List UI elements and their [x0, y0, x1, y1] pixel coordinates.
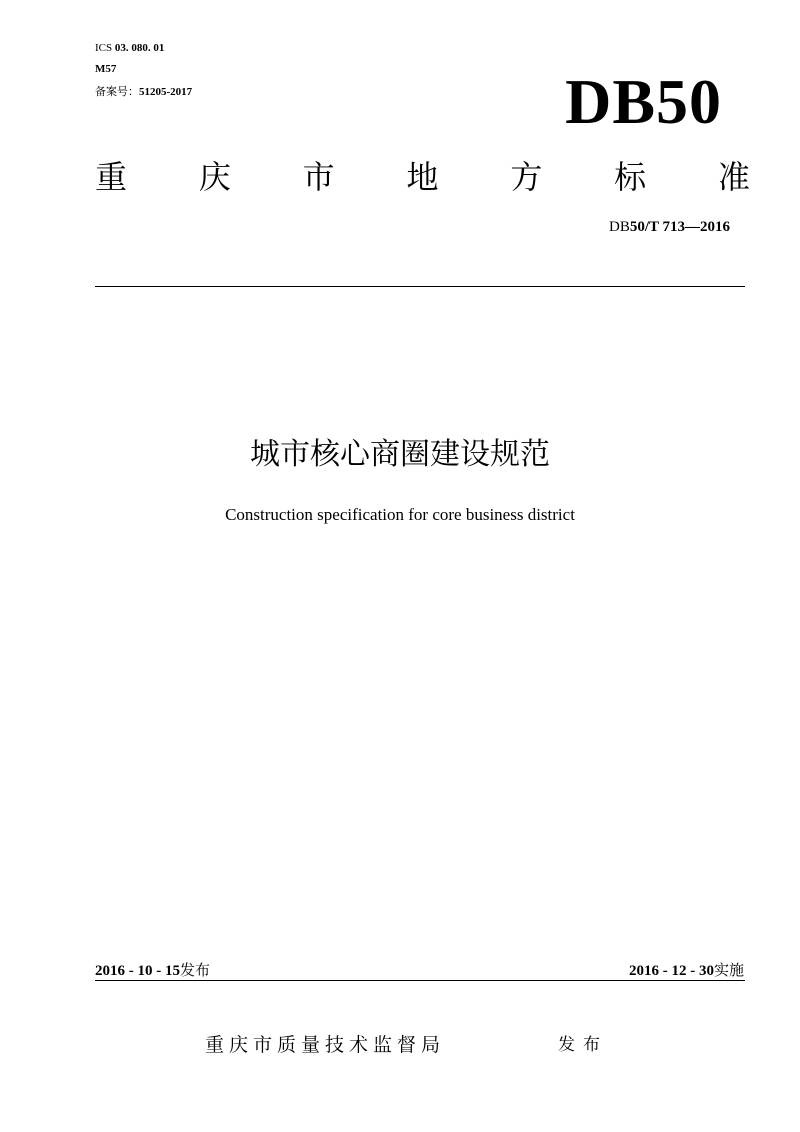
document-title-chinese: 城市核心商圈建设规范 [250, 437, 550, 472]
filing-label: 备案号： [95, 85, 139, 98]
issuing-authority: 重庆市质量技术监督局 [205, 1034, 446, 1056]
footer-divider [95, 980, 745, 981]
standard-type-char: 市 [302, 158, 335, 196]
standard-type-char: 方 [510, 158, 543, 196]
standard-type-char: 庆 [198, 158, 231, 196]
standard-type-char: 重 [95, 158, 128, 196]
standard-type-heading [95, 158, 750, 196]
standard-number-code: 50/T 713—2016 [629, 219, 730, 235]
issue-date-value: 2016 - 10 - 15 [95, 963, 180, 979]
standard-type-char: 准 [717, 158, 750, 196]
filing-value: 51205-2017 [139, 86, 193, 98]
standard-number [609, 219, 730, 236]
document-title-english: Construction specification for core business district [225, 505, 575, 524]
standard-type-char: 地 [406, 158, 439, 196]
ics-code [95, 42, 164, 55]
implementation-date-label: 实施 [713, 961, 744, 979]
header-divider [95, 286, 745, 287]
classification-code: M57 [95, 63, 117, 75]
issue-date-label: 发布 [180, 961, 211, 979]
issue-date [95, 960, 210, 981]
ics-label: ICS [95, 42, 113, 54]
filing-number [95, 85, 192, 99]
publish-label: 发布 [558, 1035, 608, 1055]
implementation-date [629, 960, 744, 981]
standard-type-char: 标 [614, 158, 647, 196]
ics-value: 03. 080. 01 [114, 42, 165, 54]
db50-logo: DB50 [565, 66, 722, 137]
implementation-date-value: 2016 - 12 - 30 [628, 963, 714, 979]
standard-number-prefix: DB [609, 219, 630, 235]
